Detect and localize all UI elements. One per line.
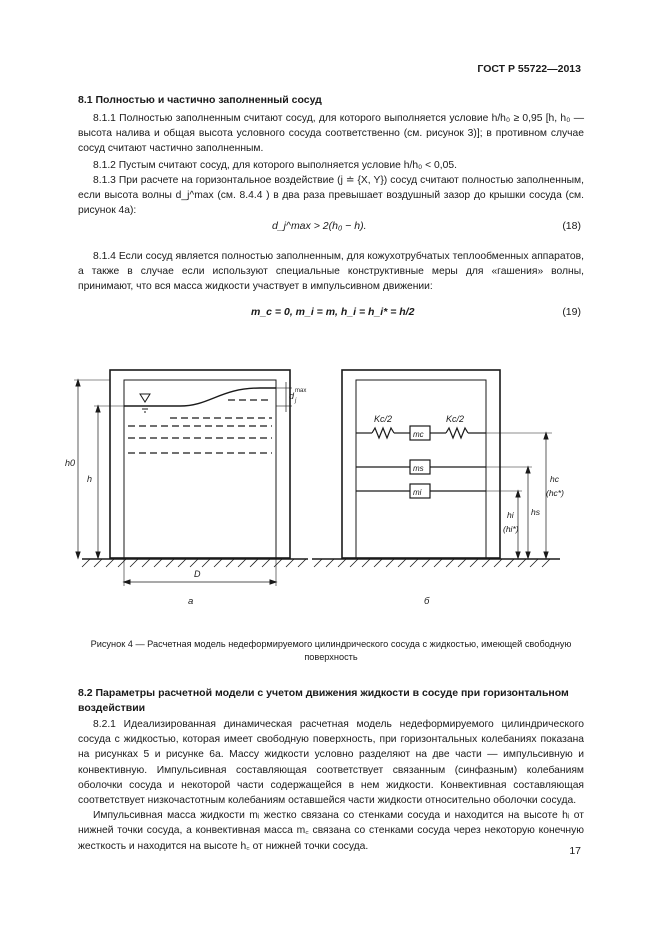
label-hi: hi — [507, 510, 514, 520]
paragraph-8-2-1-cont: Импульсивная масса жидкости mᵢ жестко связана со стенками сосуда и находится на высоте hᵢ от нижней точки сосуда, а конвективная масса m꜀ связана со стенками сосуда через некоторую конечную жесткость и находится на высоте h꜀ от нижней точки сосуда. — [78, 810, 584, 852]
label-dmax: d — [289, 391, 295, 401]
subfigure-b-label: б — [424, 596, 430, 607]
label-hc-star: (hc*) — [546, 488, 564, 498]
section-8-2-title: 8.2 Параметры расчетной модели с учетом движения жидкости в сосуде при горизонтальном воздействии — [78, 687, 569, 714]
section-8-1-4-body — [78, 249, 584, 295]
paragraph-8-2-1: 8.2.1 Идеализированная динамическая расчетная модель недеформируемого цилиндрического сосуда с жидкостью, которая имеет свободную поверхность, при горизонтальных колебаниях показана на рисунках 5 и рисунке 6а. Массу жидкости условно разделяют на две части — импульсивную и конвективную. Импульсивная составляющая соответствует связанным (синфазным) колебаниям оболочки сосуда и некоторой части содержащейся в нем жидкости. Конвективная составляющая соответствует низкочастотным колебаниям оставшейся части жидкости относительно оболочки сосуда. — [78, 719, 584, 807]
label-kc-right: Kc/2 — [446, 414, 465, 424]
section-8-1-title: 8.1 Полностью и частично заполненный сосуд — [78, 94, 322, 106]
standard-header: ГОСТ Р 55722—2013 — [477, 63, 581, 75]
label-ms: ms — [413, 464, 424, 473]
section-8-1-body — [78, 111, 584, 218]
equation-18-number: (18) — [562, 220, 581, 232]
label-D: D — [194, 569, 201, 579]
label-hs: hs — [531, 507, 540, 517]
vessel-a-inner — [124, 380, 276, 558]
equation-19: m_c = 0, m_i = m, h_i = h_i* = h/2 — [251, 306, 415, 318]
paragraph-8-1-3: 8.1.3 При расчете на горизонтальное воздействие (j ≐ {X, Y}) сосуд считают полностью заполненным, если высота волны d_j^max (см. 8.4.4 ) в два раза превышает воздушный зазор до крышки сосуда (см. рисунок 4а): — [78, 174, 584, 217]
page-number: 17 — [569, 845, 581, 857]
label-hc: hc — [550, 474, 559, 484]
label-kc-left: Kc/2 — [374, 414, 393, 424]
label-mc: mc — [413, 430, 424, 439]
equation-19-number: (19) — [562, 306, 581, 318]
label-hi-star: (hi*) — [503, 524, 519, 534]
paragraph-8-1-4: 8.1.4 Если сосуд является полностью заполненным, для кожухотрубчатых теплообменных аппаратов, а также в случае если используют специальные конструктивные меры для «гашения» волны, принимают, что вся масса жидкости участвует в импульсивном движении: — [78, 251, 584, 293]
label-dmax-sup: max — [295, 388, 307, 394]
paragraph-8-1-1: 8.1.1 Полностью заполненным считают сосуд, для которого выполняется условие h/h₀ ≥ 0,95 [h, h₀ — высота налива и общая высота условного сосуда соответственно (см. рисунок 3)]; в противном случае сосуд считают частично заполненным. — [78, 113, 584, 155]
label-h0: h0 — [65, 458, 76, 468]
label-mi: mi — [413, 488, 422, 497]
vessel-a-outer — [110, 370, 290, 558]
equation-18: d_j^max > 2(h₀ − h). — [272, 220, 367, 232]
label-dmax-sub: j — [295, 398, 297, 404]
subfigure-a-label: а — [188, 596, 194, 607]
label-h: h — [87, 474, 93, 484]
figure-4-diagram — [60, 360, 600, 610]
section-8-2-body — [78, 717, 584, 854]
figure-4-caption: Рисунок 4 — Расчетная модель недеформируемого цилиндрического сосуда с жидкостью, имеющей свободную поверхность — [90, 639, 572, 662]
paragraph-8-1-2: 8.1.2 Пустым считают сосуд, для которого выполняется условие h/h₀ < 0,05. — [93, 159, 457, 171]
wave-surface — [124, 388, 276, 406]
